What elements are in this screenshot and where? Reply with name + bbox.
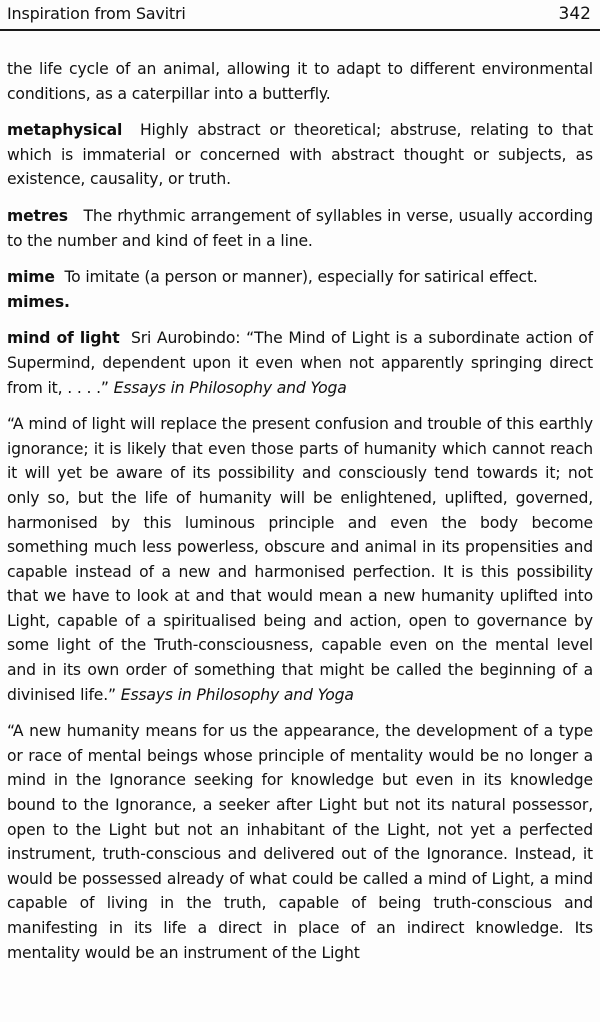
quote-paragraph-1 <box>7 412 593 707</box>
page-body <box>7 57 593 977</box>
continuation-paragraph <box>7 57 593 106</box>
entry-variant: mimes. <box>7 292 70 311</box>
entry-definition: Highly abstract or theoretical; abstruse, relating to that which is immaterial or concerned with abstract thought or subjects, as existence, causality, or truth. <box>7 121 593 189</box>
entry-definition: The rhythmic arrangement of syllables in verse, usually according to the number and kind of feet in a line. <box>7 206 593 250</box>
quote-source: Essays in Philosophy and Yoga <box>120 685 354 704</box>
glossary-entry-metres <box>7 204 593 253</box>
quote-text: “A mind of light will replace the present confusion and trouble of this earthly ignorance; it is likely that even those parts of humanity which cannot reach it will yet be aware of its possibility and consciously tend towards it; not only so, but the life of humanity will be enlightened, uplifted, governed, harmonised by this luminous principle and even the body become something much less powerless, obscure and animal in its propensities and capable instead of a new and harmonised perfection. It is this possibility that we have to look at and that would mean a new humanity uplifted into Light, capable of a spiritualised being and action, open to governance by some light of the Truth-consciousness, capable even on the mental level and in its own order of something that might be called the beginning of a divinised life.” <box>7 415 593 704</box>
quote-text: “A new humanity means for us the appearance, the development of a type or race of mental beings whose principle of mentality would be no longer a mind in the Ignorance seeking for knowledge but even in its knowledge bound to the Ignorance, a seeker after Light but not its natural possessor, open to the Light but not an inhabitant of the Light, not yet a perfected instrument, truth-conscious and delivered out of the Ignorance. Instead, it would be possessed already of what could be called a mind of Light, a mind capable of living in the truth, capable of being truth-conscious and manifesting in its life a direct in place of an indirect knowledge. Its mentality would be an instrument of the Light <box>7 722 593 962</box>
entry-definition: To imitate (a person or manner), especially for satirical effect. <box>64 268 538 287</box>
glossary-entry-mime <box>7 265 593 314</box>
entry-term: mime <box>7 268 55 287</box>
entry-term: metres <box>7 206 68 225</box>
entry-source: Essays in Philosophy and Yoga <box>113 378 347 397</box>
entry-term: metaphysical <box>7 121 123 140</box>
glossary-entry-metaphysical <box>7 118 593 192</box>
continuation-text: the life cycle of an animal, allowing it to adapt to different environmental conditions, as a caterpillar into a butterfly. <box>7 60 593 103</box>
header-rule <box>0 29 600 31</box>
page-header <box>7 3 591 29</box>
running-head: Inspiration from Savitri <box>7 4 186 23</box>
page-number: 342 <box>558 4 591 24</box>
glossary-entry-mind-of-light <box>7 326 593 400</box>
entry-term: mind of light <box>7 329 120 348</box>
entry-definition: Sri Aurobindo: “The Mind of Light is a subordinate action of Supermind, dependent upon it even when not apparently springing direct from it, . . . .” <box>7 329 594 397</box>
quote-paragraph-2 <box>7 719 593 965</box>
